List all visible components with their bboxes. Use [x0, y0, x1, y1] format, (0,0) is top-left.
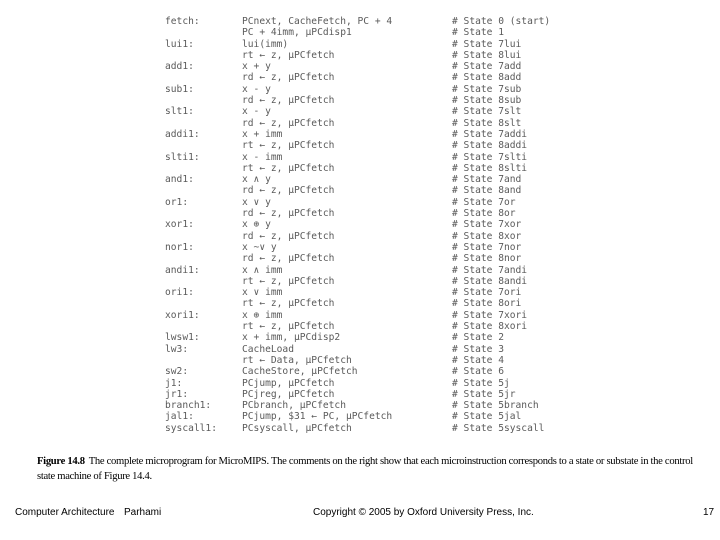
state-comment: # State 8xor [452, 230, 522, 242]
state-comment: # State 7or [452, 196, 516, 208]
microinstruction: rt ← Data, µPCfetch [242, 354, 352, 366]
microinstruction: x ∨ imm [242, 287, 283, 299]
microinstruction: x ∧ y [242, 174, 271, 186]
label: add1: [165, 61, 194, 73]
label: j1: [165, 377, 183, 389]
microinstruction: rd ← z, µPCfetch [242, 185, 335, 197]
listing-row [165, 208, 565, 219]
listing-row [165, 163, 565, 174]
microinstruction: PCnext, CacheFetch, PC + 4 [242, 16, 393, 27]
footer-course-title: Computer Architecture [15, 507, 115, 518]
state-comment: # State 7slti [452, 151, 528, 163]
listing-row [165, 287, 565, 298]
listing-row [165, 411, 565, 422]
microinstruction: rt ← z, µPCfetch [242, 275, 335, 287]
state-comment: # State 7xor [452, 219, 522, 231]
state-comment: # State 7lui [452, 38, 522, 50]
state-comment: # State 7nor [452, 241, 522, 253]
label: slti1: [165, 151, 200, 163]
figure-label: Figure 14.8 [37, 456, 85, 467]
label: ori1: [165, 287, 194, 299]
listing-row [165, 152, 565, 163]
listing-row [165, 366, 565, 377]
label: addi1: [165, 128, 200, 140]
state-comment: # State 5jal [452, 411, 522, 423]
footer-copyright: Copyright © 2005 by Oxford University Press, Inc. [313, 507, 534, 518]
microinstruction: rd ← z, µPCfetch [242, 72, 335, 84]
listing-row [165, 310, 565, 321]
microinstruction: PCjump, µPCfetch [242, 377, 335, 389]
state-comment: # State 7ori [452, 287, 522, 299]
microinstruction: rt ← z, µPCfetch [242, 298, 335, 310]
state-comment: # State 8slti [452, 162, 528, 174]
state-comment: # State 8nor [452, 253, 522, 265]
microinstruction: rt ← z, µPCfetch [242, 140, 335, 152]
state-comment: # State 7xori [452, 309, 528, 321]
label: nor1: [165, 241, 194, 253]
listing-row [165, 332, 565, 343]
label: syscall1: [165, 422, 217, 434]
listing-row [165, 378, 565, 389]
listing-row [165, 95, 565, 106]
state-comment: # State 7and [452, 174, 522, 186]
label: lwsw1: [165, 332, 200, 344]
microinstruction: rd ← z, µPCfetch [242, 95, 335, 107]
state-comment: # State 8ori [452, 298, 522, 310]
listing-row [165, 61, 565, 72]
state-comment: # State 4 [452, 354, 504, 366]
state-comment: # State 8lui [452, 49, 522, 61]
microinstruction: rt ← z, µPCfetch [242, 49, 335, 61]
listing-row [165, 423, 565, 434]
label: fetch: [165, 16, 200, 27]
microinstruction: lui(imm) [242, 38, 289, 50]
listing-row [165, 242, 565, 253]
state-comment: # State 1 [452, 27, 504, 39]
label: slt1: [165, 106, 194, 118]
label: or1: [165, 196, 189, 208]
state-comment: # State 8andi [452, 275, 528, 287]
label: sub1: [165, 83, 194, 95]
state-comment: # State 7add [452, 61, 522, 73]
listing-row [165, 27, 565, 38]
listing-row [165, 72, 565, 83]
state-comment: # State 8slt [452, 117, 522, 129]
microinstruction: x - y [242, 83, 271, 95]
state-comment: # State 8sub [452, 95, 522, 107]
microinstruction: rd ← z, µPCfetch [242, 208, 335, 220]
state-comment: # State 7addi [452, 128, 528, 140]
listing-row [165, 219, 565, 230]
microinstruction: x ∨ y [242, 196, 271, 208]
listing-row [165, 140, 565, 151]
state-comment: # State 5syscall [452, 422, 545, 434]
microinstruction: PCsyscall, µPCfetch [242, 422, 352, 434]
label: branch1: [165, 400, 212, 412]
footer-author: Parhami [124, 507, 162, 518]
microinstruction: x - imm [242, 151, 283, 163]
listing-row [165, 253, 565, 264]
state-comment: # State 7andi [452, 264, 528, 276]
microinstruction: x + y [242, 61, 271, 73]
microinstruction: x ⊕ y [242, 219, 271, 231]
state-comment: # State 5jr [452, 388, 516, 400]
microinstruction: x + imm [242, 128, 283, 140]
microinstruction: rd ← z, µPCfetch [242, 230, 335, 242]
figure-caption [37, 454, 707, 484]
state-comment: # State 0 (start) [452, 16, 551, 27]
listing-row [165, 231, 565, 242]
state-comment: # State 8add [452, 72, 522, 84]
state-comment: # State 5branch [452, 400, 539, 412]
state-comment: # State 7sub [452, 83, 522, 95]
listing-row [165, 185, 565, 196]
listing-row [165, 389, 565, 400]
state-comment: # State 2 [452, 332, 504, 344]
state-comment: # State 6 [452, 366, 504, 378]
label: xori1: [165, 309, 200, 321]
microinstruction: x ∧ imm [242, 264, 283, 276]
label: xor1: [165, 219, 194, 231]
microinstruction: PCjreg, µPCfetch [242, 388, 335, 400]
label: lui1: [165, 38, 194, 50]
state-comment: # State 5j [452, 377, 510, 389]
microinstruction: x ~∨ y [242, 241, 277, 253]
state-comment: # State 8addi [452, 140, 528, 152]
listing-row [165, 197, 565, 208]
state-comment: # State 3 [452, 343, 504, 355]
listing-row [165, 298, 565, 309]
listing-row [165, 16, 565, 27]
microinstruction: PCjump, $31 ← PC, µPCfetch [242, 411, 393, 423]
microinstruction: rt ← z, µPCfetch [242, 321, 335, 333]
page-number: 17 [703, 507, 715, 518]
listing-row [165, 355, 565, 366]
listing-row [165, 400, 565, 411]
microinstruction: PCbranch, µPCfetch [242, 400, 346, 412]
label: andi1: [165, 264, 200, 276]
microinstruction: PC + 4imm, µPCdisp1 [242, 27, 352, 39]
label: jal1: [165, 411, 194, 423]
microinstruction: x + imm, µPCdisp2 [242, 332, 341, 344]
microprogram-listing [165, 16, 565, 434]
listing-row [165, 174, 565, 185]
listing-row [165, 39, 565, 50]
microinstruction: rt ← z, µPCfetch [242, 162, 335, 174]
microinstruction: x - y [242, 106, 271, 118]
state-comment: # State 7slt [452, 106, 522, 118]
listing-row [165, 118, 565, 129]
microinstruction: CacheStore, µPCfetch [242, 366, 358, 378]
microinstruction: x ⊕ imm [242, 309, 283, 321]
microinstruction: rd ← z, µPCfetch [242, 117, 335, 129]
caption-text: The complete microprogram for MicroMIPS. The comments on the right show that each microinstruction corresponds to a state or substate in the control state machine of Figure 14.4. [37, 456, 693, 482]
state-comment: # State 8or [452, 208, 516, 220]
listing-row [165, 84, 565, 95]
microinstruction: rd ← z, µPCfetch [242, 253, 335, 265]
listing-row [165, 321, 565, 332]
state-comment: # State 8xori [452, 321, 528, 333]
label: lw3: [165, 343, 189, 355]
label: sw2: [165, 366, 189, 378]
listing-row [165, 50, 565, 61]
state-comment: # State 8and [452, 185, 522, 197]
listing-row [165, 344, 565, 355]
listing-row [165, 129, 565, 140]
microinstruction: CacheLoad [242, 343, 294, 355]
listing-row [165, 265, 565, 276]
label: and1: [165, 174, 194, 186]
listing-row [165, 106, 565, 117]
listing-row [165, 276, 565, 287]
label: jr1: [165, 388, 189, 400]
